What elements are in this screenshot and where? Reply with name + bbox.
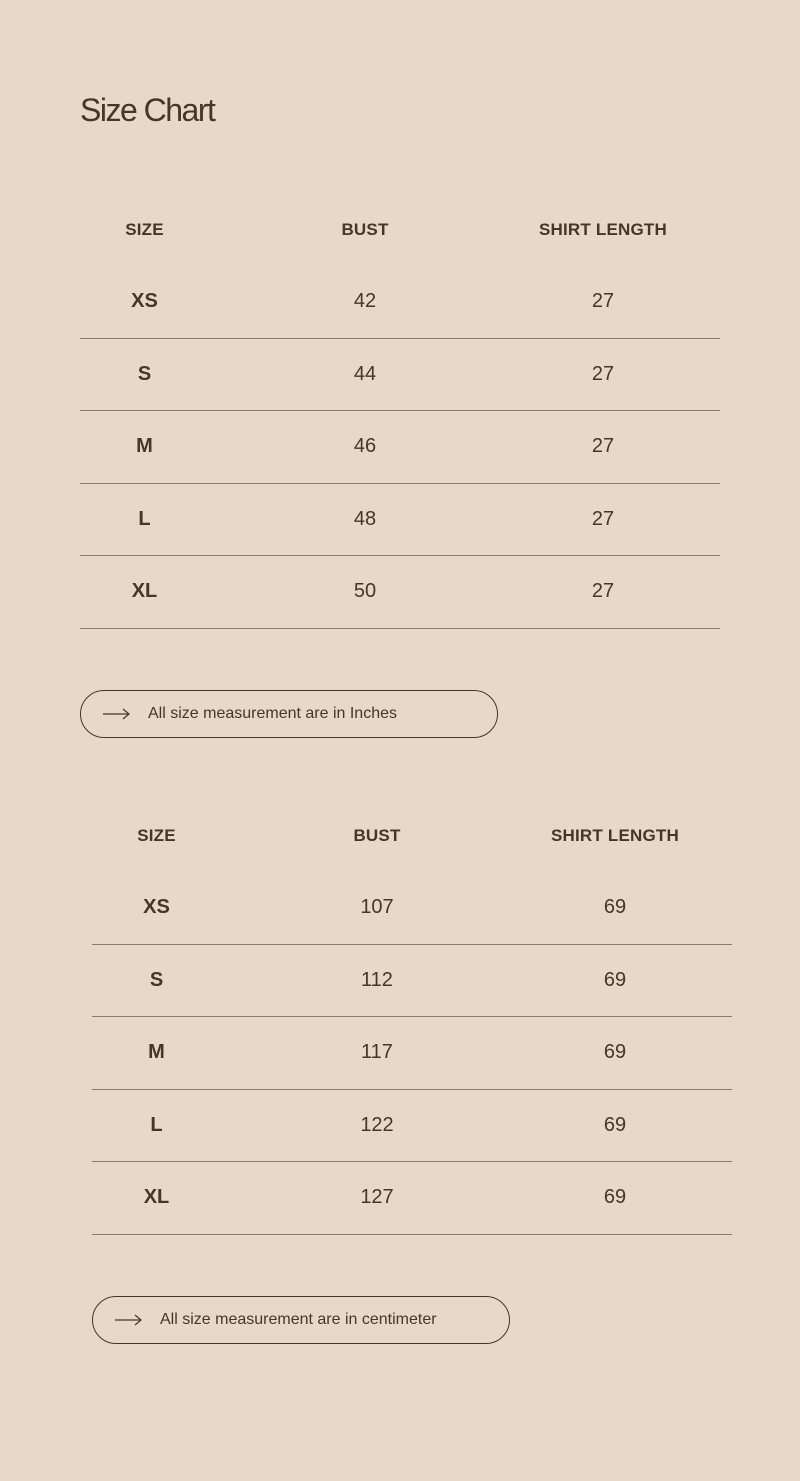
shirt-length-cell: 69 — [603, 1113, 627, 1136]
unit-note-text: All size measurement are in centimeter — [160, 1311, 437, 1328]
column-header-shirt-length: SHIRT LENGTH — [538, 220, 667, 239]
unit-note-text: All size measurement are in Inches — [148, 705, 397, 722]
column-header-shirt-length: SHIRT LENGTH — [550, 826, 679, 845]
column-header-size: SIZE — [137, 826, 176, 845]
size-cell: XS — [143, 896, 170, 919]
bust-cell: 122 — [360, 1113, 394, 1136]
table-row — [92, 945, 732, 1018]
column-header-size: SIZE — [125, 220, 164, 239]
column-header-bust: BUST — [341, 220, 389, 239]
table-row — [80, 266, 720, 339]
bust-cell: 42 — [353, 290, 377, 313]
table-row — [80, 411, 720, 484]
size-table-centimeter — [92, 800, 732, 1235]
bust-cell: 107 — [360, 896, 394, 919]
table-row — [80, 556, 720, 629]
table-row — [80, 339, 720, 412]
table-row — [92, 1090, 732, 1163]
table-row — [92, 872, 732, 945]
arrow-right-icon — [115, 1314, 143, 1326]
size-cell: S — [149, 968, 164, 991]
bust-cell: 50 — [353, 580, 377, 603]
bust-cell: 117 — [361, 1041, 393, 1064]
bust-cell: 48 — [353, 507, 377, 530]
table-row — [92, 1162, 732, 1235]
bust-cell: 112 — [361, 968, 393, 991]
page-title: Size Chart — [80, 92, 215, 128]
shirt-length-cell: 69 — [603, 968, 627, 991]
shirt-length-cell: 27 — [591, 362, 615, 385]
size-cell: XS — [131, 290, 158, 313]
shirt-length-cell: 27 — [591, 290, 615, 313]
bust-cell: 44 — [353, 362, 377, 385]
bust-cell: 127 — [360, 1186, 394, 1209]
size-table-inches — [80, 194, 720, 629]
shirt-length-cell: 27 — [591, 507, 615, 530]
table-row — [92, 1017, 732, 1090]
table-row — [80, 484, 720, 557]
shirt-length-cell: 69 — [603, 896, 627, 919]
unit-note-inches — [80, 690, 498, 738]
size-cell: XL — [143, 1186, 170, 1209]
size-cell: XL — [131, 580, 158, 603]
arrow-right-icon — [103, 708, 131, 720]
size-cell: L — [138, 507, 151, 530]
size-cell: L — [150, 1113, 163, 1136]
table-header-row — [80, 194, 720, 266]
shirt-length-cell: 27 — [591, 435, 615, 458]
unit-note-centimeter — [92, 1296, 510, 1344]
column-header-bust: BUST — [353, 826, 401, 845]
size-cell: S — [137, 362, 152, 385]
size-cell: M — [136, 435, 153, 458]
bust-cell: 46 — [353, 435, 377, 458]
shirt-length-cell: 69 — [603, 1041, 627, 1064]
shirt-length-cell: 69 — [603, 1186, 627, 1209]
shirt-length-cell: 27 — [591, 580, 615, 603]
table-header-row — [92, 800, 732, 872]
size-cell: M — [148, 1041, 165, 1064]
